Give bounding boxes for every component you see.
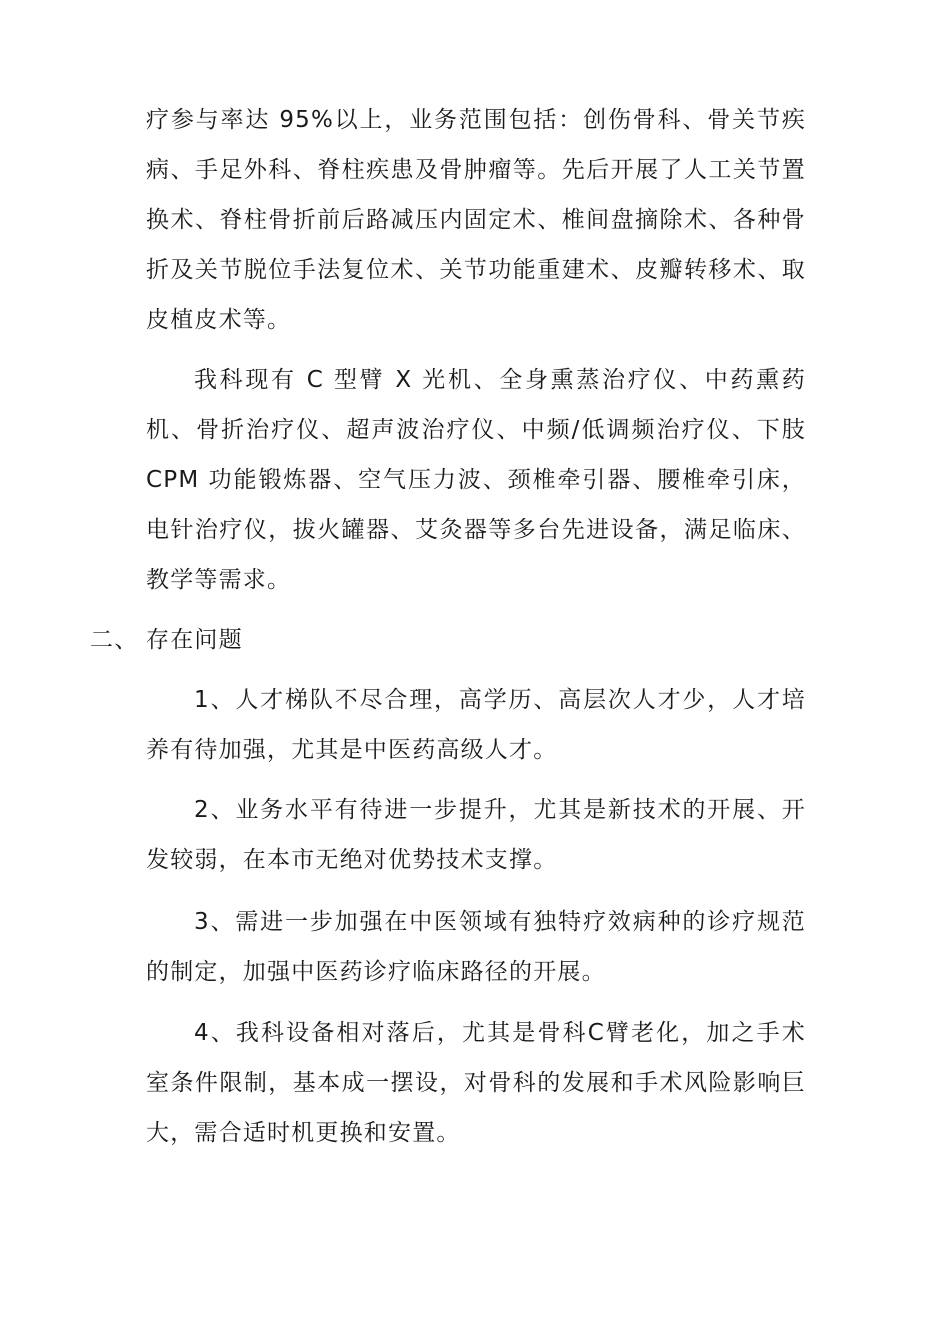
paragraph-business-scope: 疗参与率达 95%以上，业务范围包括：创伤骨科、骨关节疾病、手足外科、脊柱疾患及骨肿瘤等。先后开展了人工关节置换术、脊柱骨折前后路减压内固定术、椎间盘摘除术、各种骨折及关节脱位手法复位术、关节功能重建术、皮瓣转移术、取皮植皮术等。 [146, 107, 806, 333]
problem-item-3: 3、需进一步加强在中医领域有独特疗效病种的诊疗规范的制定，加强中医药诊疗临床路径的开展。 [146, 909, 806, 985]
problem-item-4: 4、我科设备相对落后，尤其是骨科C臂老化，加之手术室条件限制，基本成一摆设，对骨科的发展和手术风险影响巨大，需合适时机更换和安置。 [146, 1020, 806, 1146]
problem-item-2: 2、业务水平有待进一步提升，尤其是新技术的开展、开发较弱，在本市无绝对优势技术支撑。 [146, 797, 806, 873]
section-title: 存在问题 [146, 627, 243, 653]
problem-item-1: 1、人才梯队不尽合理，高学历、高层次人才少，人才培养有待加强，尤其是中医药高级人才。 [146, 687, 806, 763]
section-heading [90, 615, 243, 665]
section-number: 二、 [90, 627, 139, 653]
paragraph-equipment: 我科现有 C 型臂 X 光机、全身熏蒸治疗仪、中药熏药机、骨折治疗仪、超声波治疗仪、中频/低调频治疗仪、下肢 CPM 功能锻炼器、空气压力波、颈椎牵引器、腰椎牵引床，电针治疗仪，拔火罐器、艾灸器等多台先进设备，满足临床、教学等需求。 [146, 367, 815, 593]
